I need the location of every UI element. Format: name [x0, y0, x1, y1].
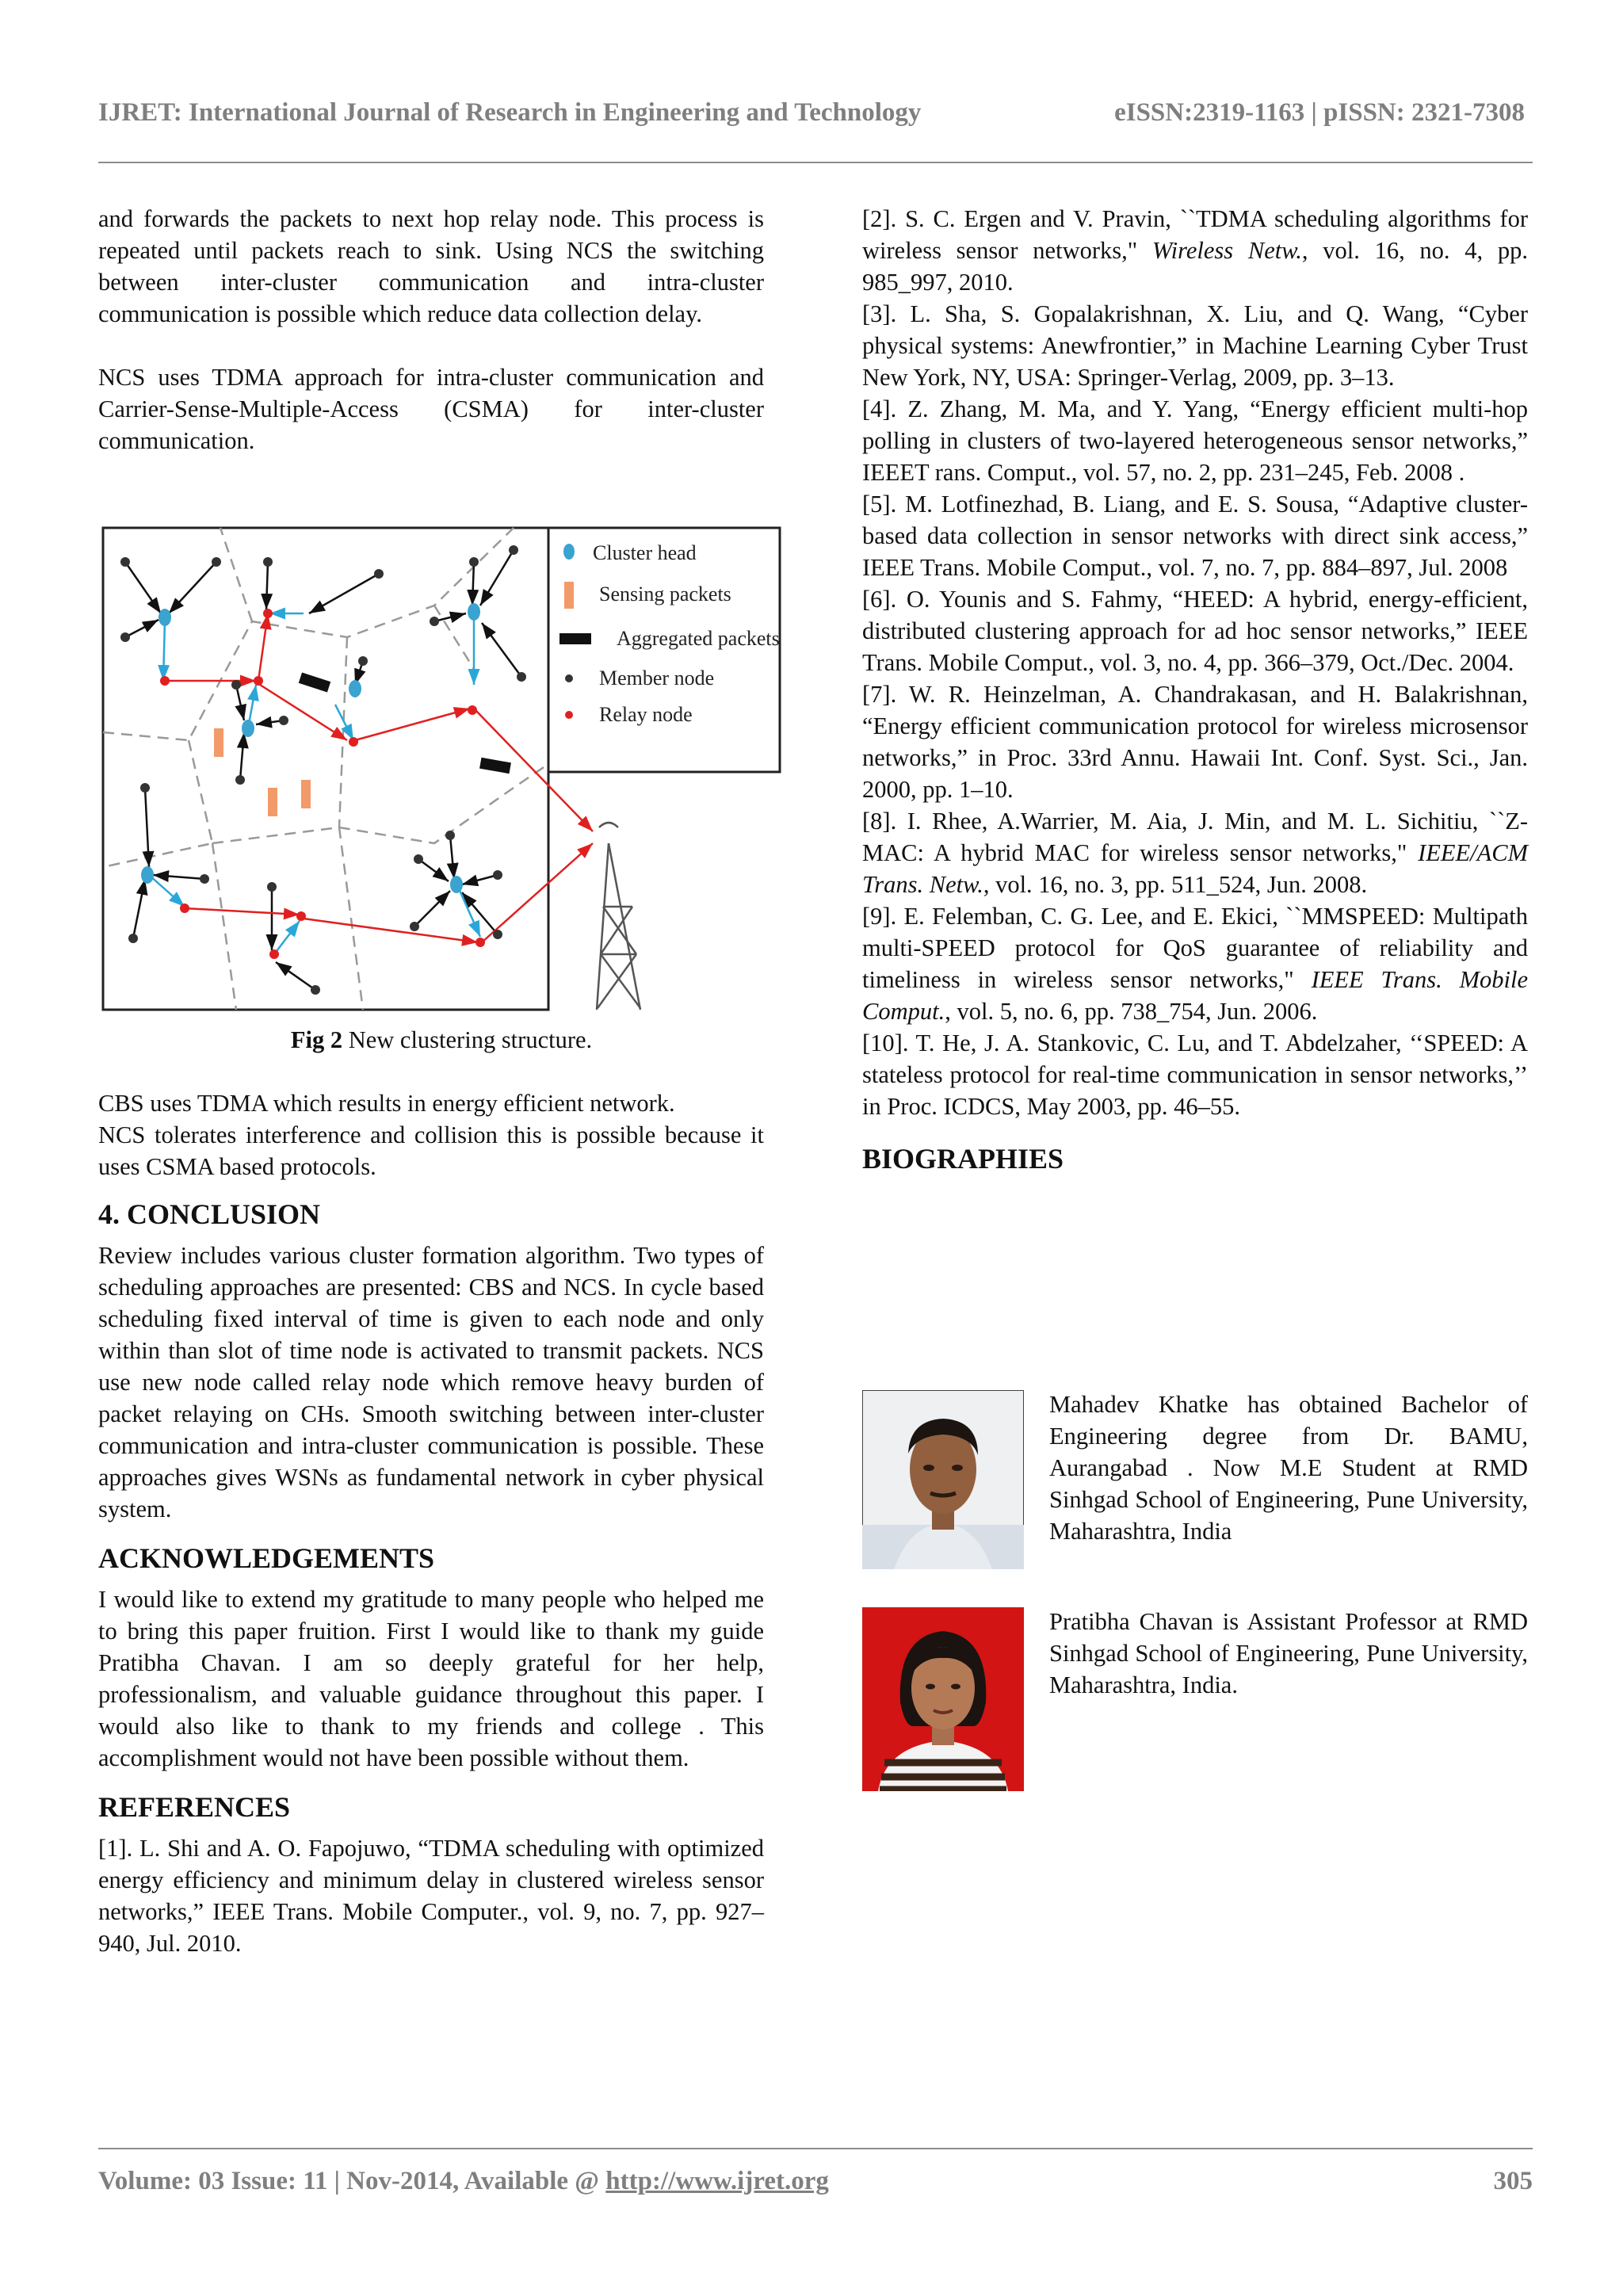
- section-heading: BIOGRAPHIES: [862, 1143, 1064, 1175]
- right-column: [862, 203, 1528, 1176]
- reference: [8]. I. Rhee, A.Warrier, M. Aia, J. Min, and M. L. Sichitiu, ``Z-MAC: A hybrid MAC for wireless sensor networks," IEEE/ACM Trans. Netw., vol. 16, no. 3, pp. 511_524, Jun. 2008.: [862, 808, 1528, 898]
- legend-label: Member node: [599, 667, 715, 690]
- reference: [7]. W. R. Heinzelman, A. Chandrakasan, and H. Balakrishnan, “Energy efficient communication protocol for wireless microsensor networks,” in Proc. 33rd Annu. Hawaii Int. Conf. Syst. Sci., Jan. 2000, pp. 1–10.: [862, 681, 1528, 803]
- journal-link[interactable]: http://www.ijret.org: [605, 2167, 829, 2195]
- legend-relay-icon: [565, 711, 573, 719]
- issn: eISSN:2319-1163 | pISSN: 2321-7308: [1114, 98, 1525, 127]
- reference: [10]. T. He, J. A. Stankovic, C. Lu, and T. Abdelzaher, ‘‘SPEED: A stateless protocol for real-time communication in sensor networks,’’ in Proc. ICDCS, May 2003, pp. 46–55.: [862, 1030, 1528, 1120]
- paragraph: and forwards the packets to next hop relay node. This process is repeated until packets reach to sink. Using NCS the switching between inter-cluster communication and intra-cluster communication is possible which reduce data collection delay.: [98, 205, 764, 327]
- legend-member-icon: [565, 674, 573, 682]
- paragraph: NCS uses TDMA approach for intra-cluster communication and Carrier-Sense-Multiple-Access (CSMA) for inter-cluster communication.: [98, 364, 764, 454]
- footer-rule: [98, 2148, 1533, 2149]
- journal-title: IJRET: International Journal of Research in Engineering and Technology: [98, 98, 922, 127]
- left-column-bottom: [98, 1087, 764, 1959]
- legend-label: Cluster head: [593, 541, 697, 564]
- section-heading: ACKNOWLEDGEMENTS: [98, 1542, 435, 1574]
- bio-mahadev: Mahadev Khatke has obtained Bachelor of Engineering degree from Dr. BAMU, Aurangabad . Now M.E Student at RMD Sinhgad School of Engineering, Pune University, Maharashtra, India: [1049, 1391, 1528, 1545]
- section-heading: 4. CONCLUSION: [98, 1198, 321, 1230]
- legend-frame: [548, 528, 780, 772]
- legend-label: Aggregated packets: [617, 627, 780, 650]
- legend-label: Sensing packets: [599, 583, 731, 606]
- reference: [5]. M. Lotfinezhad, B. Liang, and E. S. Sousa, “Adaptive cluster-based data collection in sensor networks with direct sink access,” IEEE Trans. Mobile Comput., vol. 7, no. 7, pp. 884–897, Jul. 2008: [862, 491, 1528, 581]
- footer-volume: Volume: 03 Issue: 11 | Nov-2014, Available @: [98, 2167, 606, 2195]
- legend-cluster-head-icon: [563, 544, 575, 560]
- legend-label: Relay node: [599, 703, 693, 726]
- section-heading: REFERENCES: [98, 1791, 291, 1823]
- paragraph: CBS uses TDMA which results in energy efficient network.: [98, 1090, 675, 1117]
- clustering-figure: [101, 526, 781, 1011]
- paragraph: I would like to extend my gratitude to many people who helped me to bring this paper fruition. First I would like to thank my guide Pratibha Chavan. I am so deeply grateful for her help, professionalism, and valuable guidance throughout this paper. I would also like to thank to my friends and college . This accomplishment would not have been possible without them.: [98, 1586, 764, 1771]
- header-rule: [98, 162, 1533, 163]
- reference: [4]. Z. Zhang, M. Ma, and Y. Yang, “Energy efficient multi-hop polling in clusters of two-layered heterogeneous sensor networks,” IEEET rans. Comput., vol. 57, no. 2, pp. 231–245, Feb. 2008 .: [862, 395, 1528, 486]
- legend-aggregated-icon: [559, 633, 591, 644]
- reference: [3]. L. Sha, S. Gopalakrishnan, X. Liu, and Q. Wang, “Cyber physical systems: Anewfrontier,” in Machine Learning Cyber Trust New York, NY, USA: Springer-Verlag, 2009, pp. 3–13.: [862, 300, 1528, 391]
- author-photo-mahadev: [862, 1390, 1024, 1569]
- page-number: 305: [1493, 2167, 1533, 2195]
- page-footer: [98, 2167, 1533, 2199]
- figure-caption: Fig 2 New clustering structure.: [290, 1026, 593, 1053]
- paragraph: Review includes various cluster formation algorithm. Two types of scheduling approaches are presented: CBS and NCS. In cycle based scheduling fixed interval of time is given to each node and only within than slot of time node is activated to transmit packets. NCS use new node called relay node which remove heavy burden of packet relaying on CHs. Smooth switching between inter-cluster communication and intra-cluster communication is possible. These approaches gives WSNs as fundamental network in cyber physical system.: [98, 1242, 764, 1522]
- paragraph: NCS tolerates interference and collision this is possible because it uses CSMA based protocols.: [98, 1121, 764, 1180]
- sink-tower-icon: [597, 823, 640, 1010]
- legend-sensing-icon: [564, 582, 574, 609]
- reference: [2]. S. C. Ergen and V. Pravin, ``TDMA scheduling algorithms for wireless sensor networks," Wireless Netw., vol. 16, no. 4, pp. 985_997, 2010.: [862, 205, 1528, 296]
- reference: [9]. E. Felemban, C. G. Lee, and E. Ekici, ``MMSPEED: Multipath multi-SPEED protocol for QoS guarantee of reliability and timeliness in wireless sensor networks," IEEE Trans. Mobile Comput., vol. 5, no. 6, pp. 738_754, Jun. 2006.: [862, 903, 1528, 1025]
- left-column-top: [98, 203, 764, 457]
- reference: [6]. O. Younis and S. Fahmy, “HEED: A hybrid, energy-efficient, distributed clustering approach for ad hoc sensor networks,” IEEE Trans. Mobile Comput., vol. 3, no. 4, pp. 366–379, Oct./Dec. 2004.: [862, 586, 1528, 676]
- author-photo-pratibha: [862, 1607, 1024, 1791]
- running-header: [98, 98, 1525, 130]
- bio-pratibha: Pratibha Chavan is Assistant Professor at RMD Sinhgad School of Engineering, Pune University, Maharashtra, India.: [1049, 1608, 1528, 1698]
- reference: [1]. L. Shi and A. O. Fapojuwo, “TDMA scheduling with optimized energy efficiency and minimum delay in clustered wireless sensor networks,” IEEE Trans. Mobile Computer., vol. 9, no. 7, pp. 927–940, Jul. 2010.: [98, 1835, 764, 1957]
